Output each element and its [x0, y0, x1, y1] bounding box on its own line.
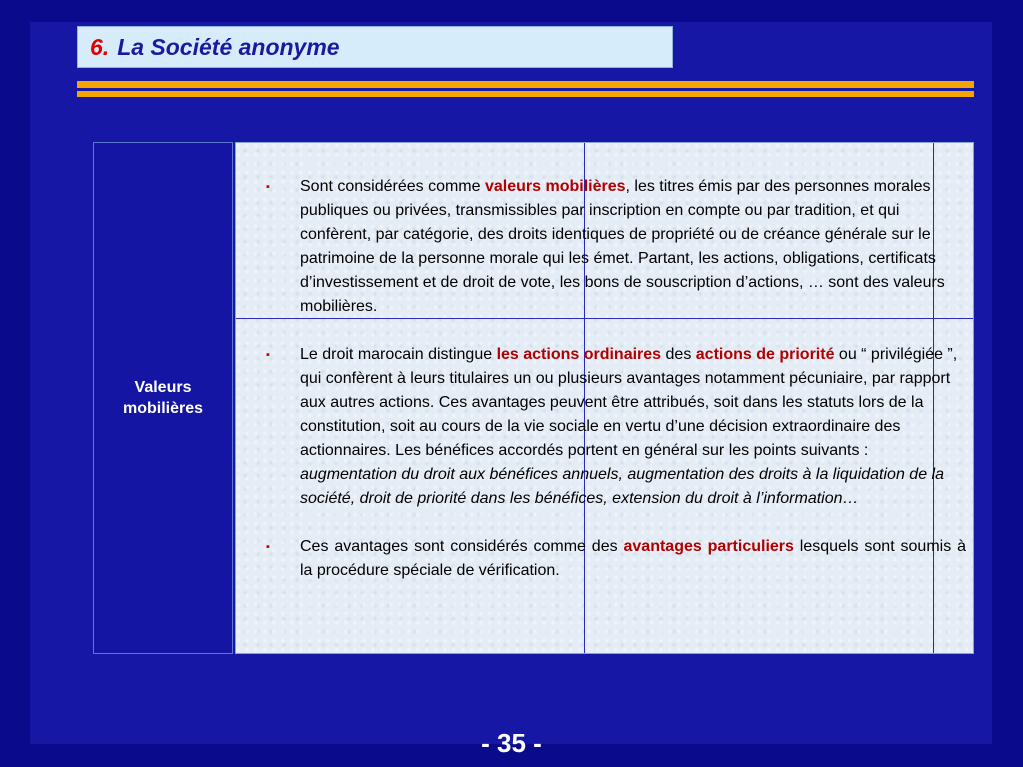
p2-highlight-priorite: actions de priorité [695, 346, 835, 363]
accent-bar-top [77, 81, 974, 88]
title-text: La Société anonyme [117, 33, 340, 60]
p1-highlight: valeurs mobilières [484, 178, 626, 195]
paragraph-valeurs-mobilieres [266, 175, 966, 319]
p1-after: , les titres émis par des personnes morales publiques ou privées, transmissibles par inscription en compte ou par tradition, et qui confèrent, par catégorie, des droits identiques de propriété ou de créance générale sur le patrimoine de la personne morale qui les émet. Partant, les actions, obligations, certificats d’investissement et de droit de vote, les bons de souscription d’actions, … sont des valeurs mobilières. [300, 178, 945, 315]
row-header-cell [93, 142, 233, 654]
paragraph-actions [266, 343, 966, 511]
p1-before: Sont considérées comme [300, 178, 485, 195]
p2-mid: des [661, 346, 696, 363]
p2-italic: augmentation du droit aux bénéfices annuels, augmentation des droits à la liquidation de la société, droit de priorité dans les bénéfices, extension du droit à l’information… [300, 466, 944, 507]
page-number: - 35 - [481, 728, 542, 758]
bullet-icon: ▪ [266, 541, 270, 553]
row-header-line1: Valeurs [134, 379, 192, 396]
p3-after: lesquels sont soumis à la procédure spéciale de vérification. [300, 538, 967, 579]
paragraph-avantages [266, 535, 966, 583]
content-cell [235, 142, 974, 654]
bullet-icon: ▪ [266, 181, 270, 193]
accent-bar-bottom [77, 91, 974, 97]
p2-before: Le droit marocain distingue [300, 346, 497, 363]
slide-title [77, 26, 673, 68]
title-number: 6. [90, 33, 110, 60]
p2-after: ou “ privilégiée ”, qui confèrent à leurs titulaires un ou plusieurs avantages notamment pécuniaire, par rapport aux autres actions. Ces avantages peuvent être attribués, soit dans les statuts lors de la constitution, soit au cours de la vie sociale en vertu d’une décision extraordinaire des actionnaires. Les bénéfices accordés portent en général sur les points suivants : [300, 346, 958, 459]
bullet-icon: ▪ [266, 349, 270, 361]
p3-before: Ces avantages sont considérés comme des [300, 538, 624, 555]
p2-highlight-ordinaires: les actions ordinaires [496, 346, 662, 363]
p3-highlight: avantages particuliers [623, 538, 794, 555]
content-text [266, 175, 966, 583]
row-header-line2: mobilières [122, 400, 204, 417]
content-table [93, 142, 974, 654]
